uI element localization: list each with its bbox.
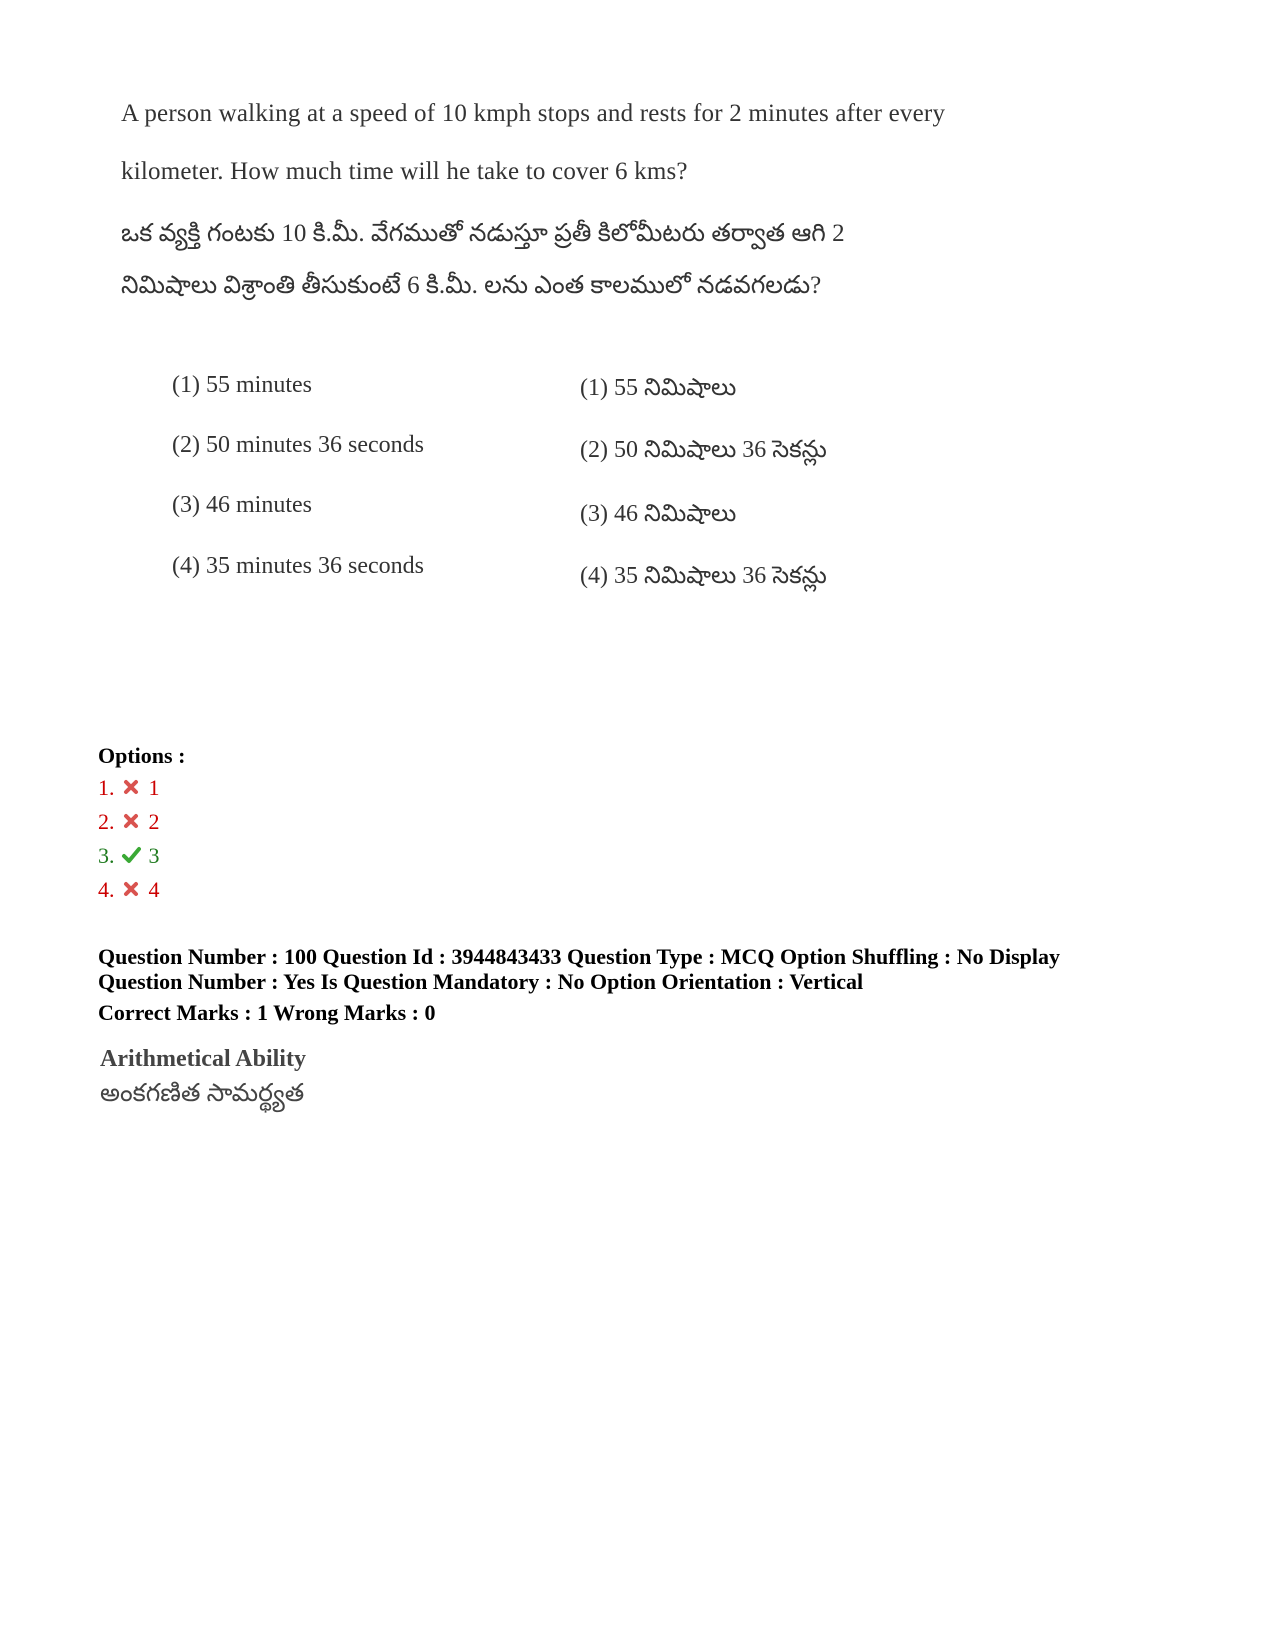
check-icon [121,843,141,863]
option-row-2 [98,807,160,837]
option-value: 1 [148,775,160,800]
options-title: Options : [98,743,186,768]
option-number: 4. [98,877,115,902]
question-text-telugu-line1: ఒక వ్యక్తి గంటకు 10 కి.మీ. వేగముతో నడుస్తూ ప్రతీ కిలోమీటరు తర్వాత ఆగి 2 [121,220,845,247]
cross-icon [121,877,141,897]
question-text-english-line1: A person walking at a speed of 10 kmph stops and rests for 2 minutes after every [121,100,946,127]
option-number: 1. [98,775,115,800]
option-row-3 [98,841,160,871]
choice-telugu-4: (4) 35 నిమిషాలు 36 సెకన్లు [580,563,827,589]
question-meta-line2: Question Number : Yes Is Question Mandatory : No Option Orientation : Vertical [98,969,864,994]
section-title-english: Arithmetical Ability [100,1046,306,1072]
choice-english-2: (2) 50 minutes 36 seconds [172,432,424,458]
choice-telugu-2: (2) 50 నిమిషాలు 36 సెకన్లు [580,437,827,463]
cross-icon [121,809,141,829]
option-number: 3. [98,843,115,868]
choice-english-4: (4) 35 minutes 36 seconds [172,553,424,579]
option-value: 2 [148,809,160,834]
option-value: 3 [148,843,160,868]
question-text-telugu-line2: నిమిషాలు విశ్రాంతి తీసుకుంటే 6 కి.మీ. లను ఎంత కాలములో నడవగలడు? [121,272,822,299]
question-marks: Correct Marks : 1 Wrong Marks : 0 [98,1000,436,1025]
option-number: 2. [98,809,115,834]
option-row-1 [98,773,160,803]
choice-english-3: (3) 46 minutes [172,492,312,518]
question-text-english-line2: kilometer. How much time will he take to cover 6 kms? [121,158,688,185]
option-row-4 [98,875,160,905]
choice-english-1: (1) 55 minutes [172,372,312,398]
section-title-telugu: అంకగణిత సామర్థ్యత [100,1080,305,1107]
cross-icon [121,775,141,795]
choice-telugu-3: (3) 46 నిమిషాలు [580,501,737,527]
question-meta-line1: Question Number : 100 Question Id : 3944843433 Question Type : MCQ Option Shuffling : No Display [98,944,1061,969]
choice-telugu-1: (1) 55 నిమిషాలు [580,375,737,401]
option-value: 4 [148,877,160,902]
